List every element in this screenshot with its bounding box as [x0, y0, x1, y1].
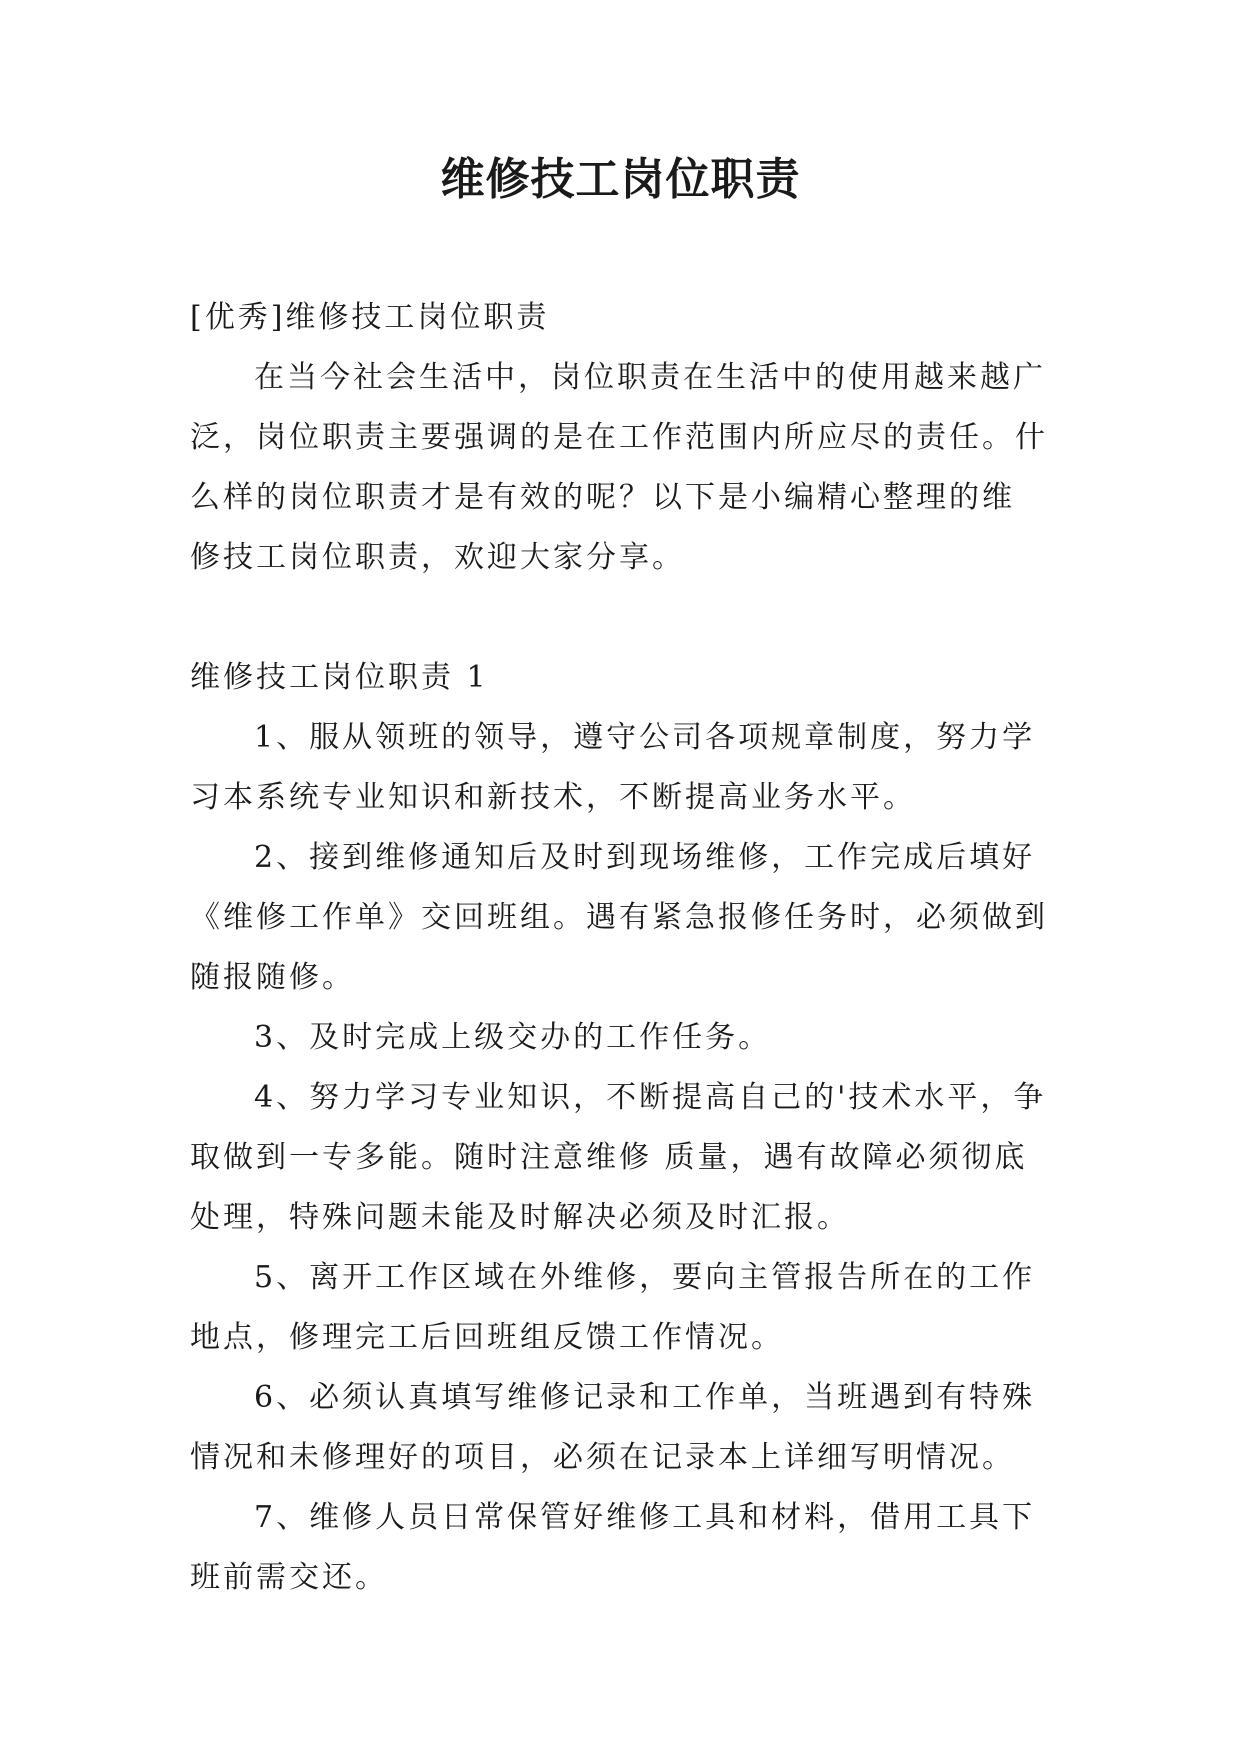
duty-line: 6、必须认真填写维修记录和工作单，当班遇到有特殊 — [254, 1380, 1036, 1415]
duty-line: 7、维修人员日常保管好维修工具和材料，借用工具下 — [254, 1500, 1036, 1535]
duty-line: 班前需交还。 — [190, 1560, 388, 1595]
duty-line: 3、及时完成上级交办的工作任务。 — [254, 1020, 772, 1055]
document-title: 维修技工岗位职责 — [440, 154, 801, 205]
document-subtitle: [优秀]维修技工岗位职责 — [190, 300, 550, 335]
duty-line: 习本系统专业知识和新技术，不断提高业务水平。 — [190, 780, 916, 815]
duty-item-3 — [190, 1008, 1052, 1068]
duty-item-1 — [190, 708, 1052, 828]
duty-line: 1、服从领班的领导，遵守公司各项规章制度，努力学 — [254, 720, 1036, 755]
duty-line: 《维修工作单》交回班组。遇有紧急报修任务时，必须做到 — [190, 900, 1048, 935]
duty-line: 处理，特殊问题未能及时解决必须及时汇报。 — [190, 1200, 850, 1235]
duty-item-7 — [190, 1488, 1052, 1608]
intro-line: 么样的岗位职责才是有效的呢？以下是小编精心整理的维 — [190, 480, 1015, 515]
duty-item-4 — [190, 1068, 1052, 1248]
duty-item-2 — [190, 828, 1052, 1008]
duty-line: 情况和未修理好的项目，必须在记录本上详细写明情况。 — [190, 1440, 1015, 1475]
duty-line: 随报随修。 — [190, 960, 355, 995]
intro-line: 泛，岗位职责主要强调的是在工作范围内所应尽的责任。什 — [190, 420, 1048, 455]
duty-item-5 — [190, 1248, 1052, 1368]
intro-line: 修技工岗位职责，欢迎大家分享。 — [190, 540, 685, 575]
section-heading: 维修技工岗位职责 1 — [190, 660, 489, 695]
paragraph-gap — [190, 588, 1052, 648]
intro-paragraph — [190, 348, 1052, 588]
duty-line: 4、努力学习专业知识，不断提高自己的'技术水平，争 — [254, 1080, 1047, 1115]
intro-line: 在当今社会生活中，岗位职责在生活中的使用越来越广 — [254, 360, 1046, 395]
duty-line: 5、离开工作区域在外维修，要向主管报告所在的工作 — [254, 1260, 1036, 1295]
duty-line: 2、接到维修通知后及时到现场维修，工作完成后填好 — [254, 840, 1036, 875]
duty-line: 取做到一专多能。随时注意维修 质量，遇有故障必须彻底 — [190, 1140, 1028, 1175]
duty-line: 地点，修理完工后回班组反馈工作情况。 — [190, 1320, 784, 1355]
duty-item-6 — [190, 1368, 1052, 1488]
document-body — [190, 288, 1052, 1608]
